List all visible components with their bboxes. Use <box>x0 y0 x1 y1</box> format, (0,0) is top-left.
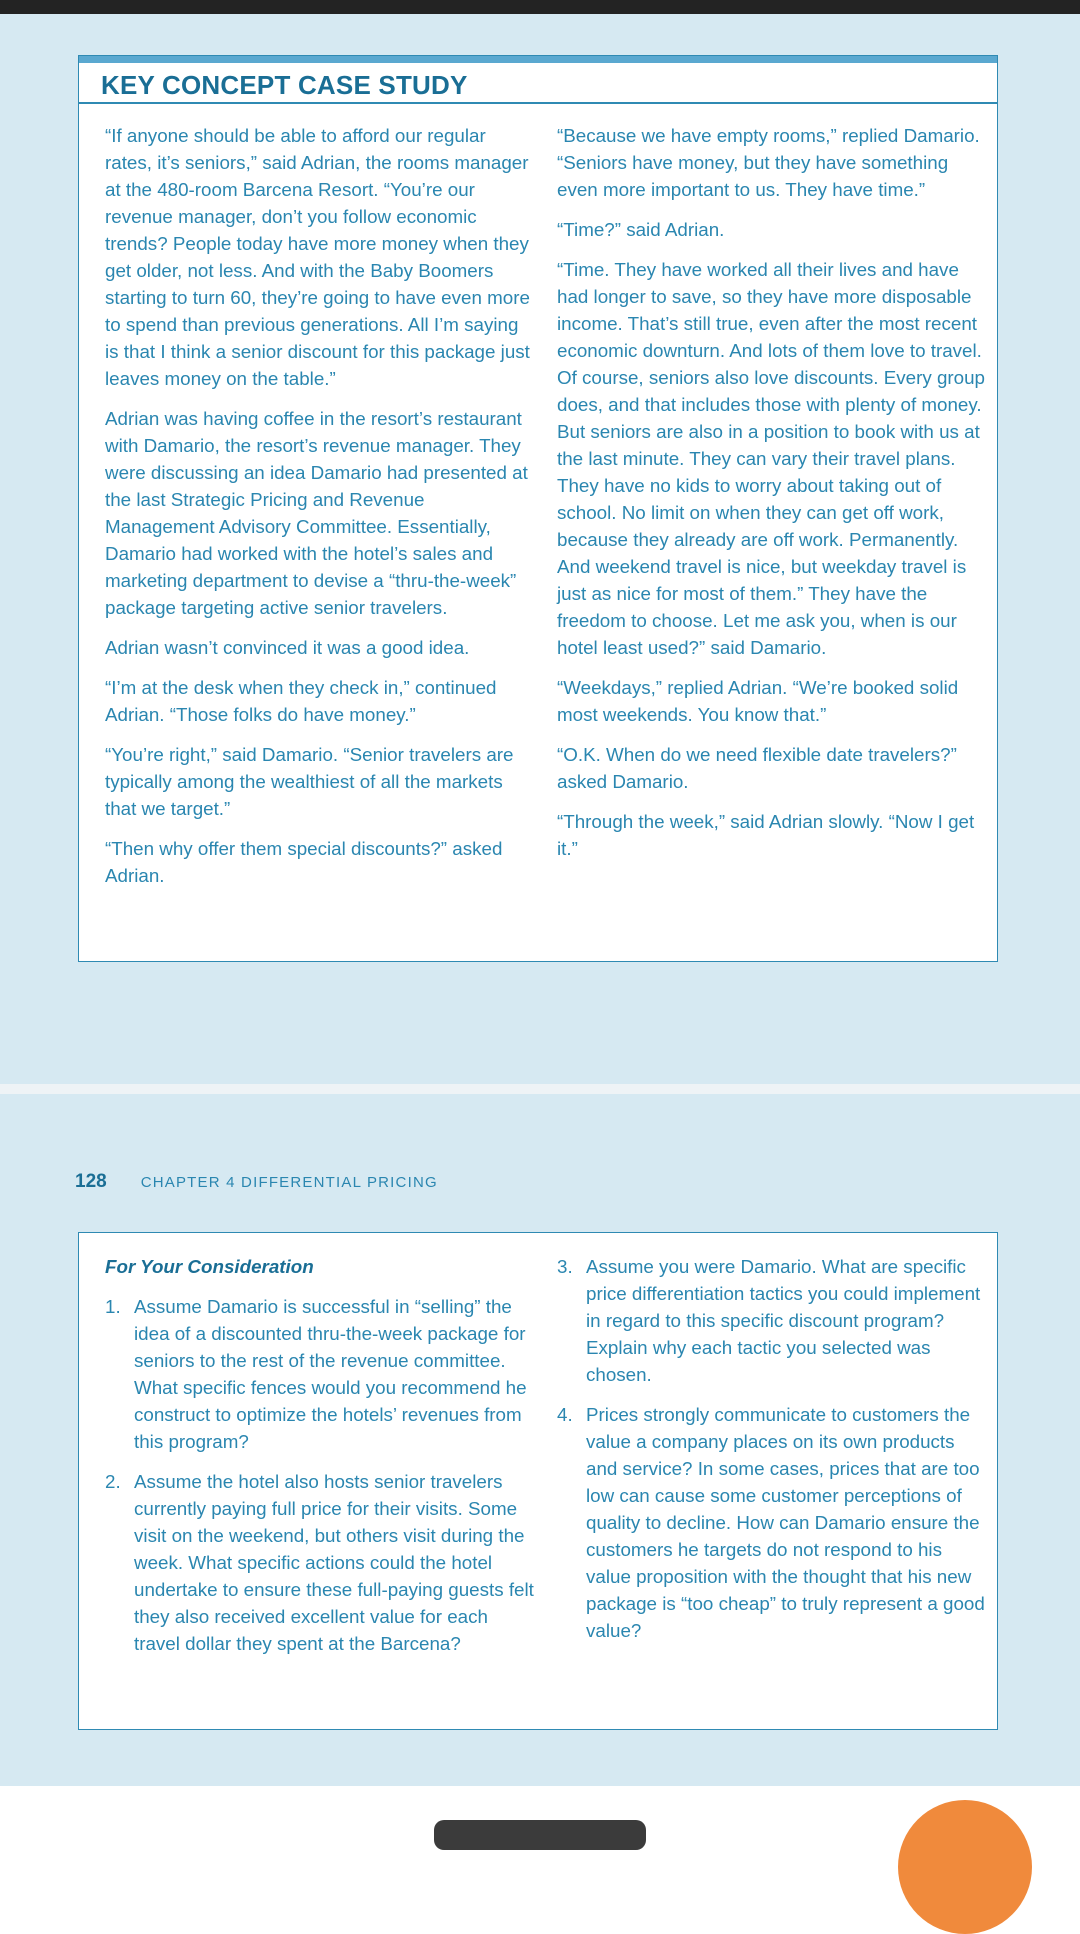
case-paragraph: “Time?” said Adrian. <box>557 219 725 240</box>
question-item <box>105 1293 535 1455</box>
question-item <box>557 1401 987 1644</box>
case-paragraph: “Because we have empty rooms,” replied Damario. “Seniors have money, but they have something even more important to us. They have time.” <box>557 125 980 200</box>
top-status-bar <box>0 0 1080 14</box>
case-study-box <box>78 55 998 962</box>
case-paragraph: “I’m at the desk when they check in,” continued Adrian. “Those folks do have money.” <box>105 677 497 725</box>
case-paragraph: Adrian was having coffee in the resort’s restaurant with Damario, the resort’s revenue manager. They were discussing an idea Damario had presented at the last Strategic Pricing and Revenue Management Advisory Committee. Essentially, Damario had worked with the hotel’s sales and marketing department to devise a “thru-the-week” package targeting active senior travelers. <box>105 408 528 618</box>
consideration-left-column <box>105 1253 535 1670</box>
home-indicator[interactable] <box>434 1820 646 1850</box>
case-study-rule <box>79 102 997 104</box>
consideration-right-column <box>557 1253 987 1657</box>
question-item <box>557 1253 987 1388</box>
consideration-title: For Your Consideration <box>105 1256 314 1277</box>
floating-action-button[interactable] <box>898 1800 1032 1934</box>
page-number: 128 <box>75 1171 107 1192</box>
question-number: 3. <box>557 1256 573 1277</box>
question-number: 4. <box>557 1404 573 1425</box>
case-paragraph: Adrian wasn’t convinced it was a good idea. <box>105 637 470 658</box>
case-paragraph: “Weekdays,” replied Adrian. “We’re booked solid most weekends. You know that.” <box>557 677 959 725</box>
question-item <box>105 1468 535 1657</box>
case-paragraph: “If anyone should be able to afford our regular rates, it’s seniors,” said Adrian, the rooms manager at the 480-room Barcena Resort. “You’re our revenue manager, don’t you follow economic trends? People today have more money when they get older, not less. And with the Baby Boomers starting to turn 60, they’re going to have even more to spend than previous generations. All I’m saying is that I think a senior discount for this package just leaves money on the table.” <box>105 125 530 389</box>
chapter-title: CHAPTER 4 DIFFERENTIAL PRICING <box>140 1174 438 1191</box>
case-paragraph: “Through the week,” said Adrian slowly. “Now I get it.” <box>557 811 975 859</box>
case-study-right-column <box>557 122 987 875</box>
question-number: 2. <box>105 1471 121 1492</box>
question-text: Assume the hotel also hosts senior travelers currently paying full price for their visits. Some visit on the weekend, but others visit during the week. What specific actions could the hotel undertake to ensure these full-paying guests felt they also received excellent value for each travel dollar they spent at the Barcena? <box>134 1471 534 1654</box>
case-paragraph: “You’re right,” said Damario. “Senior travelers are typically among the wealthiest of all the markets that we target.” <box>105 744 514 819</box>
case-paragraph: “Time. They have worked all their lives and have had longer to save, so they have more disposable income. That’s still true, even after the most recent economic downturn. And lots of them love to travel. Of course, seniors also love discounts. Every group does, and that includes those with plenty of money. But seniors are also in a position to book with us at the last minute. They can vary their travel plans. They have no kids to worry about taking out of school. No limit on when they can get off work, because they already are off work. Permanently. And weekend travel is nice, but weekday travel is just as nice for most of them.” They have the freedom to choose. Let me ask you, when is our hotel least used?” said Damario. <box>557 259 985 658</box>
running-head <box>75 1171 438 1193</box>
question-text: Prices strongly communicate to customers the value a company places on its own products and service? In some cases, prices that are too low can cause some customer perceptions of quality to decline. How can Damario ensure the customers he targets do not respond to his value proposition with the thought that his new package is “too cheap” to truly represent a good value? <box>586 1404 985 1641</box>
question-text: Assume you were Damario. What are specific price differentiation tactics you could implement in regard to this specific discount program? Explain why each tactic you selected was chosen. <box>586 1256 981 1385</box>
case-paragraph: “Then why offer them special discounts?” asked Adrian. <box>105 838 503 886</box>
case-study-title: KEY CONCEPT CASE STUDY <box>101 70 468 100</box>
question-number: 1. <box>105 1296 121 1317</box>
case-paragraph: “O.K. When do we need flexible date travelers?” asked Damario. <box>557 744 957 792</box>
consideration-box <box>78 1232 998 1730</box>
case-study-left-column <box>105 122 535 902</box>
question-text: Assume Damario is successful in “selling” the idea of a discounted thru-the-week package for seniors to the rest of the revenue committee. What specific fences would you recommend he construct to optimize the hotels’ revenues from this program? <box>134 1296 527 1452</box>
case-study-stripe <box>79 56 997 63</box>
page-gap <box>0 1084 1080 1094</box>
